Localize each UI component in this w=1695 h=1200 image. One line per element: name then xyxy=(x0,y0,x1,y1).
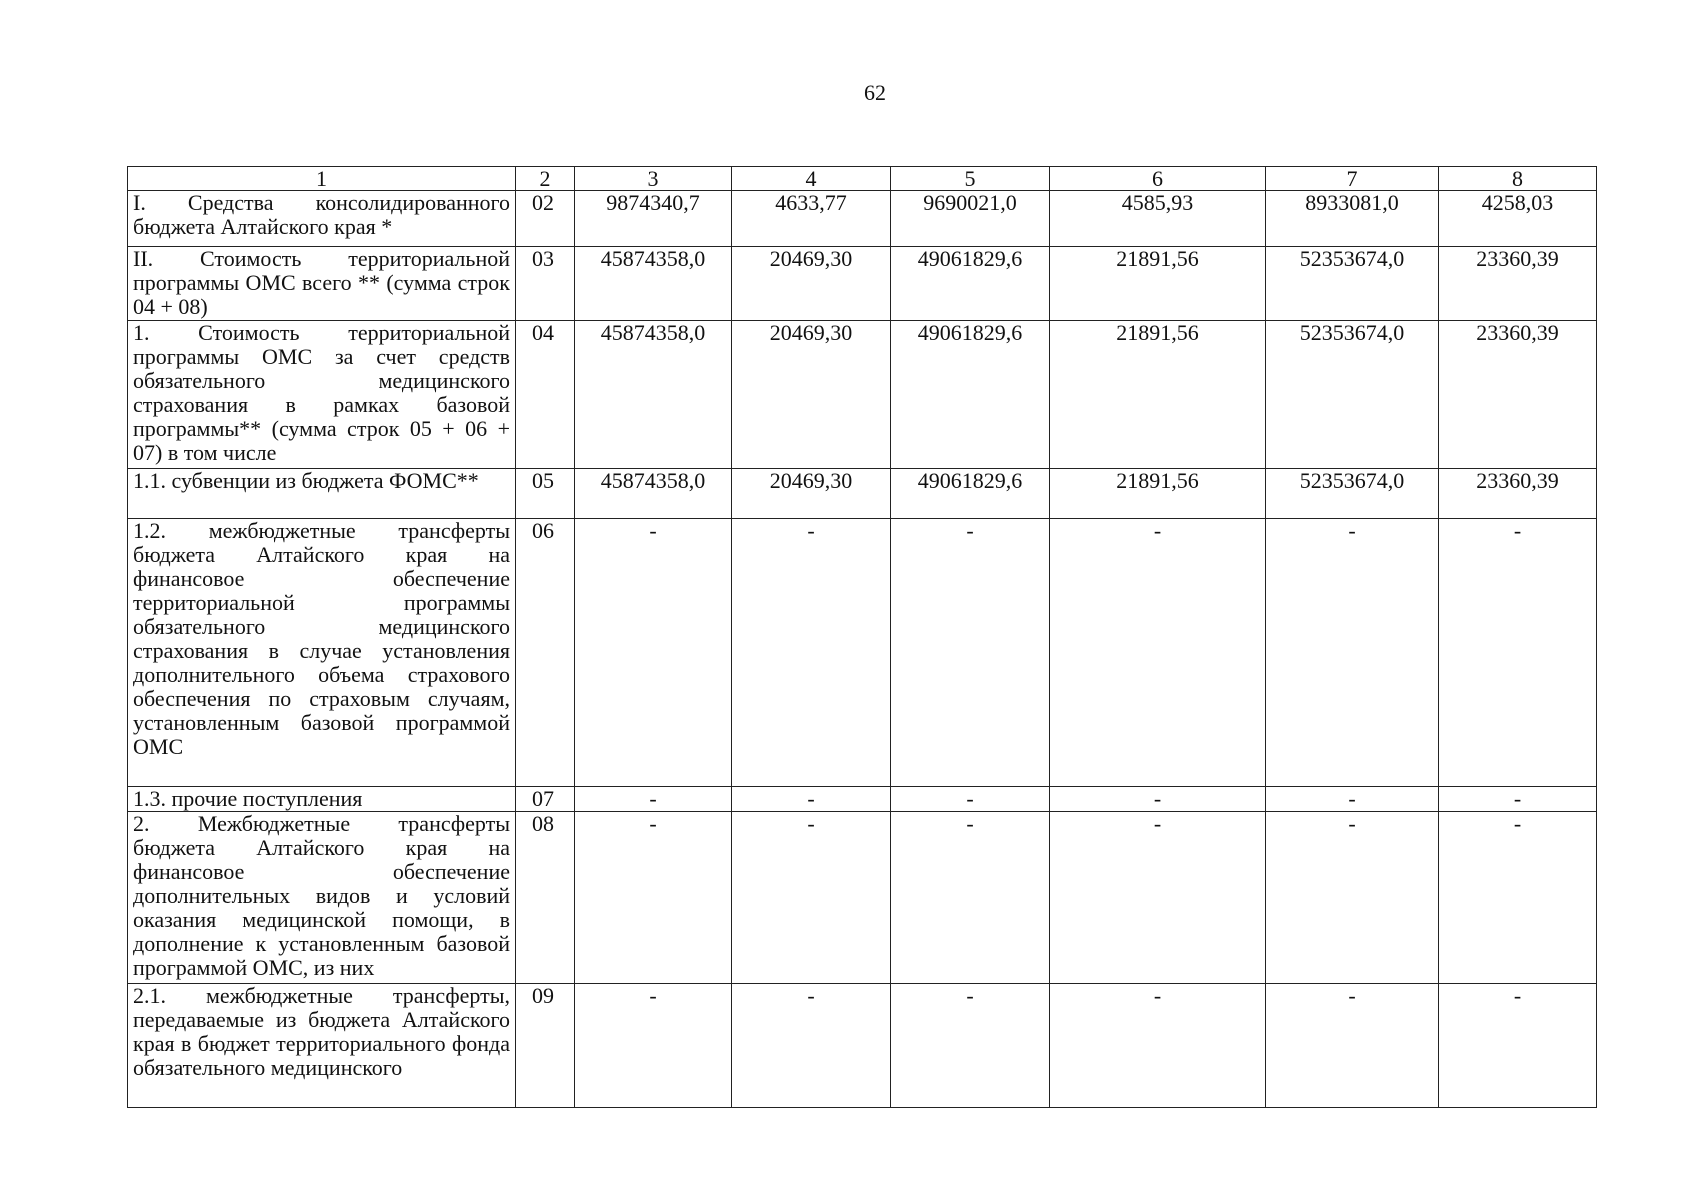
cell-value: - xyxy=(732,519,891,787)
cell-value: 9690021,0 xyxy=(891,191,1050,247)
cell-value: - xyxy=(891,787,1050,812)
cell-value: - xyxy=(891,519,1050,787)
cell-value: 49061829,6 xyxy=(891,321,1050,469)
column-header: 6 xyxy=(1050,167,1266,191)
cell-value: 45874358,0 xyxy=(575,469,732,519)
row-code: 07 xyxy=(516,787,575,812)
row-description: 1.1. субвенции из бюджета ФОМС** xyxy=(128,469,516,519)
cell-value: - xyxy=(575,984,732,1108)
cell-value: 4633,77 xyxy=(732,191,891,247)
cell-value: - xyxy=(575,812,732,984)
cell-value: 21891,56 xyxy=(1050,469,1266,519)
cell-value: - xyxy=(1266,787,1439,812)
table-row xyxy=(128,787,1597,812)
cell-value: 49061829,6 xyxy=(891,247,1050,321)
cell-value: - xyxy=(891,812,1050,984)
column-header: 3 xyxy=(575,167,732,191)
column-header: 7 xyxy=(1266,167,1439,191)
cell-value: - xyxy=(1050,519,1266,787)
row-code: 05 xyxy=(516,469,575,519)
row-description: II. Стоимость территориальной программы ОМС всего ** (сумма строк 04 + 08) xyxy=(128,247,516,321)
row-description: I. Средства консолидированного бюджета Алтайского края * xyxy=(128,191,516,247)
row-code: 04 xyxy=(516,321,575,469)
row-description: 1.2. межбюджетные трансферты бюджета Алтайского края на финансовое обеспечение территориальной программы обязательного медицинского страхования в случае установления дополнительного объема страхового обеспечения по страховым случаям, установленным базовой программой ОМС xyxy=(128,519,516,787)
cell-value: - xyxy=(1439,812,1597,984)
page-number: 62 xyxy=(864,80,886,105)
cell-value: 45874358,0 xyxy=(575,247,732,321)
cell-value: 23360,39 xyxy=(1439,469,1597,519)
table-header-row xyxy=(128,167,1597,191)
row-description: 2.1. межбюджетные трансферты, передаваемые из бюджета Алтайского края в бюджет территориального фонда обязательного медицинского xyxy=(128,984,516,1108)
cell-value: 49061829,6 xyxy=(891,469,1050,519)
cell-value: - xyxy=(575,787,732,812)
cell-value: 21891,56 xyxy=(1050,321,1266,469)
cell-value: 20469,30 xyxy=(732,321,891,469)
cell-value: 4585,93 xyxy=(1050,191,1266,247)
row-code: 09 xyxy=(516,984,575,1108)
column-header: 1 xyxy=(128,167,516,191)
column-header: 8 xyxy=(1439,167,1597,191)
row-code: 03 xyxy=(516,247,575,321)
table-row xyxy=(128,984,1597,1108)
row-code: 02 xyxy=(516,191,575,247)
cell-value: - xyxy=(1439,984,1597,1108)
cell-value: - xyxy=(891,984,1050,1108)
row-code: 08 xyxy=(516,812,575,984)
column-header: 5 xyxy=(891,167,1050,191)
cell-value: - xyxy=(1266,984,1439,1108)
cell-value: - xyxy=(732,787,891,812)
cell-value: 52353674,0 xyxy=(1266,469,1439,519)
cell-value: 4258,03 xyxy=(1439,191,1597,247)
column-header: 4 xyxy=(732,167,891,191)
cell-value: - xyxy=(1439,519,1597,787)
cell-value: 45874358,0 xyxy=(575,321,732,469)
row-code: 06 xyxy=(516,519,575,787)
row-description: 1.3. прочие поступления xyxy=(128,787,516,812)
cell-value: - xyxy=(1050,984,1266,1108)
row-description: 2. Межбюджетные трансферты бюджета Алтайского края на финансовое обеспечение дополнительных видов и условий оказания медицинской помощи, в дополнение к установленным базовой программой ОМС, из них xyxy=(128,812,516,984)
table-body xyxy=(128,167,1597,1108)
cell-value: - xyxy=(1439,787,1597,812)
cell-value: 20469,30 xyxy=(732,247,891,321)
cell-value: - xyxy=(732,812,891,984)
cell-value: 9874340,7 xyxy=(575,191,732,247)
cell-value: - xyxy=(1266,519,1439,787)
budget-table xyxy=(127,166,1597,1108)
cell-value: - xyxy=(1266,812,1439,984)
cell-value: 23360,39 xyxy=(1439,247,1597,321)
cell-value: 21891,56 xyxy=(1050,247,1266,321)
table-row xyxy=(128,469,1597,519)
row-description: 1. Стоимость территориальной программы ОМС за счет средств обязательного медицинского страхования в рамках базовой программы** (сумма строк 05 + 06 + 07) в том числе xyxy=(128,321,516,469)
table-row xyxy=(128,247,1597,321)
table-row xyxy=(128,519,1597,787)
cell-value: - xyxy=(732,984,891,1108)
cell-value: 20469,30 xyxy=(732,469,891,519)
cell-value: - xyxy=(1050,812,1266,984)
cell-value: 52353674,0 xyxy=(1266,247,1439,321)
cell-value: 8933081,0 xyxy=(1266,191,1439,247)
table-row xyxy=(128,812,1597,984)
cell-value: 52353674,0 xyxy=(1266,321,1439,469)
cell-value: - xyxy=(1050,787,1266,812)
table-row xyxy=(128,321,1597,469)
cell-value: 23360,39 xyxy=(1439,321,1597,469)
column-header: 2 xyxy=(516,167,575,191)
cell-value: - xyxy=(575,519,732,787)
table-row xyxy=(128,191,1597,247)
